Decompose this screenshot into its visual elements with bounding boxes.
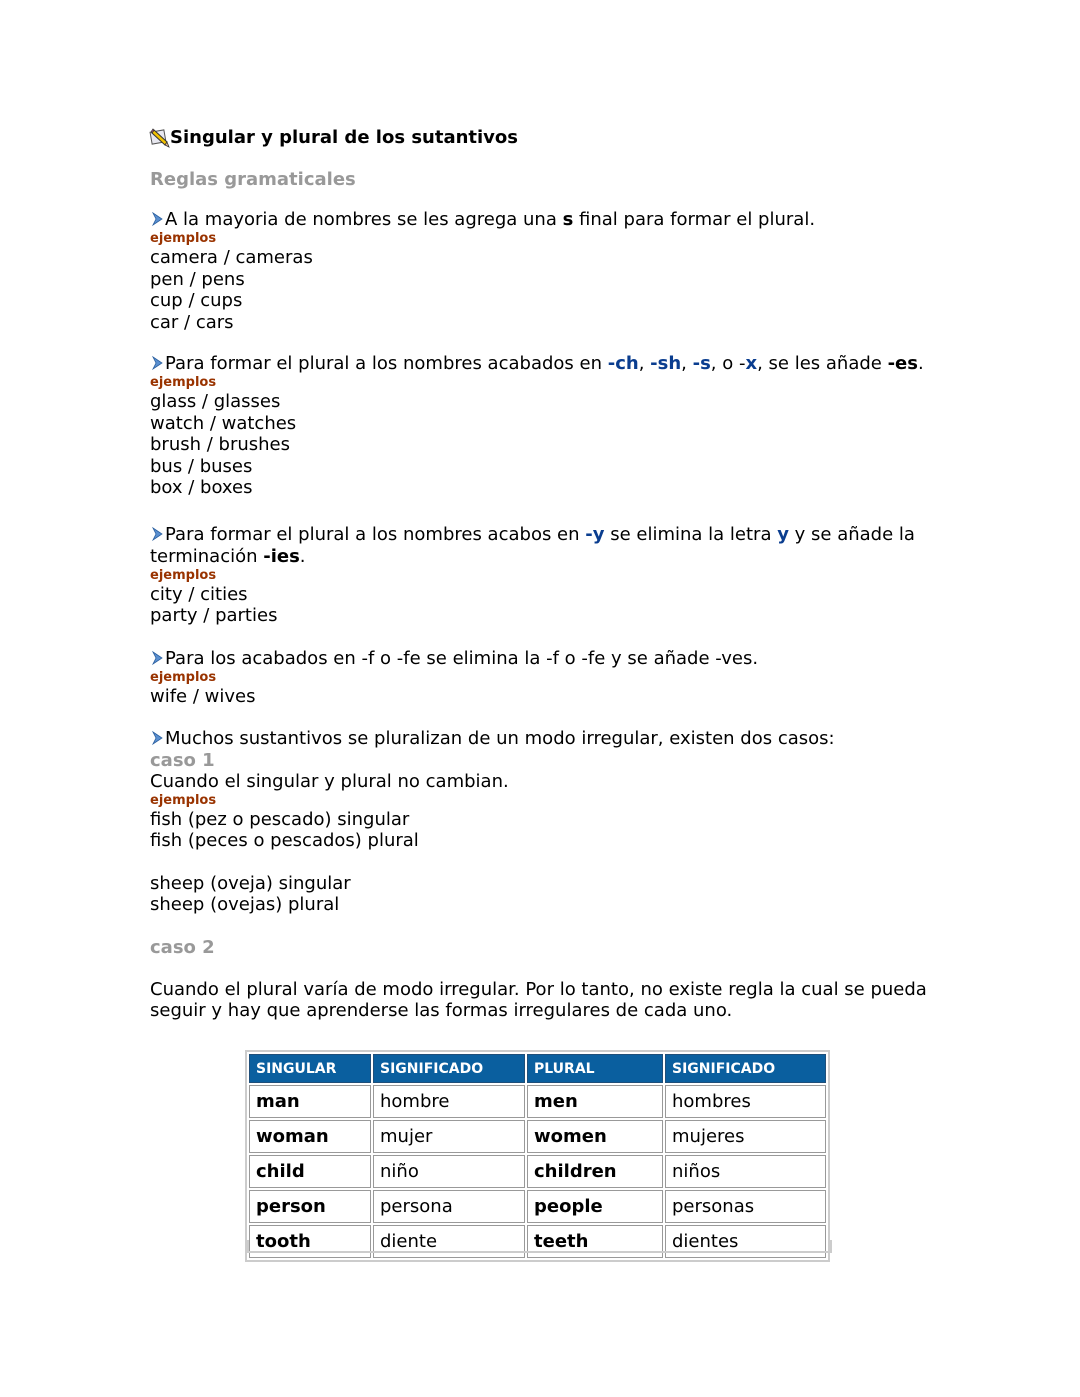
arrow-bullet-icon	[150, 356, 165, 370]
arrow-bullet-icon	[150, 651, 165, 665]
rule-5	[150, 728, 940, 1022]
example-line: cup / cups	[150, 290, 243, 311]
table-cell: woman	[249, 1120, 371, 1153]
pencil-icon	[150, 126, 170, 150]
table-cell: hombre	[373, 1085, 525, 1118]
rule-1	[150, 209, 940, 333]
rule-3-text: Para formar el plural a los nombres acabos en -y se elimina la letra y y se añade la terminación -ies.	[150, 523, 915, 567]
table-cell: hombres	[665, 1085, 826, 1118]
example-line: watch / watches	[150, 412, 297, 434]
example-line: city / cities	[150, 583, 248, 605]
table-cell: personas	[665, 1190, 826, 1223]
ejemplos-label: ejemplos	[150, 792, 217, 808]
table-header-row	[249, 1054, 826, 1083]
ejemplos-label: ejemplos	[150, 567, 217, 583]
example-line: brush / brushes	[150, 434, 291, 455]
example-line: sheep (ovejas) plural	[150, 894, 340, 915]
arrow-bullet-icon	[150, 731, 165, 745]
rule-4	[150, 648, 940, 708]
column-header: SIGNIFICADO	[665, 1054, 826, 1083]
table-cell: niño	[373, 1155, 525, 1188]
table-cell: children	[527, 1155, 663, 1188]
table-cell: person	[249, 1190, 371, 1223]
table-cell: diente	[373, 1225, 525, 1258]
page-title	[150, 124, 940, 152]
rule-3	[150, 524, 940, 627]
table-cell: child	[249, 1155, 371, 1188]
document-body	[150, 124, 940, 1022]
irregular-plurals-table-viewport[interactable]	[245, 1050, 837, 1252]
page-title-text: Singular y plural de los sutantivos	[170, 127, 518, 148]
example-line: bus / buses	[150, 455, 253, 477]
caso-2-text: Cuando el plural varía de modo irregular. Por lo tanto, no existe regla la cual se pueda seguir y hay que aprenderse las formas irregulares de cada uno.	[150, 978, 927, 1021]
arrow-bullet-icon	[150, 527, 165, 541]
table-bottom-border	[247, 1240, 832, 1253]
section-subtitle: Reglas gramaticales	[150, 169, 356, 190]
caso-1-label: caso 1	[150, 750, 215, 771]
table-cell: persona	[373, 1190, 525, 1223]
example-line: car / cars	[150, 311, 234, 333]
example-line: glass / glasses	[150, 391, 281, 412]
example-line: pen / pens	[150, 268, 245, 290]
example-line: fish (peces o pescados) plural	[150, 830, 419, 851]
table-cell: dientes	[665, 1225, 826, 1258]
table-cell: man	[249, 1085, 371, 1118]
ejemplos-label: ejemplos	[150, 231, 217, 246]
table-cell: mujer	[373, 1120, 525, 1153]
example-line: box / boxes	[150, 477, 253, 498]
caso-2-label: caso 2	[150, 936, 215, 958]
table-cell: men	[527, 1085, 663, 1118]
example-line: party / parties	[150, 605, 278, 626]
arrow-bullet-icon	[150, 212, 165, 226]
table-cell: niños	[665, 1155, 826, 1188]
column-header: SIGNIFICADO	[373, 1054, 525, 1083]
table-cell: teeth	[527, 1225, 663, 1258]
table-cell: mujeres	[665, 1120, 826, 1153]
rule-1-text: A la mayoria de nombres se les agrega una s final para formar el plural.	[150, 209, 940, 231]
table-cell: tooth	[249, 1225, 371, 1258]
table-row	[249, 1190, 826, 1223]
rule-2-text: Para formar el plural a los nombres acabados en -ch, -sh, -s, o -x, se les añade -es.	[150, 353, 940, 375]
caso-1-text: Cuando el singular y plural no cambian.	[150, 771, 509, 792]
example-line: fish (pez o pescado) singular	[150, 808, 410, 830]
table-row	[249, 1120, 826, 1153]
example-line: sheep (oveja) singular	[150, 872, 351, 894]
rule-5-text: Muchos sustantivos se pluralizan de un modo irregular, existen dos casos:	[150, 728, 940, 750]
irregular-plurals-table	[245, 1050, 830, 1262]
rule-2	[150, 353, 940, 499]
ejemplos-label: ejemplos	[150, 375, 217, 390]
table-row	[249, 1155, 826, 1188]
column-header: SINGULAR	[249, 1054, 371, 1083]
example-line: wife / wives	[150, 685, 256, 707]
table-row	[249, 1085, 826, 1118]
ejemplos-label: ejemplos	[150, 669, 217, 685]
column-header: PLURAL	[527, 1054, 663, 1083]
table-cell: people	[527, 1190, 663, 1223]
example-line: camera / cameras	[150, 247, 313, 268]
rule-4-text: Para los acabados en -f o -fe se elimina la -f o -fe y se añade -ves.	[150, 648, 940, 670]
table-cell: women	[527, 1120, 663, 1153]
